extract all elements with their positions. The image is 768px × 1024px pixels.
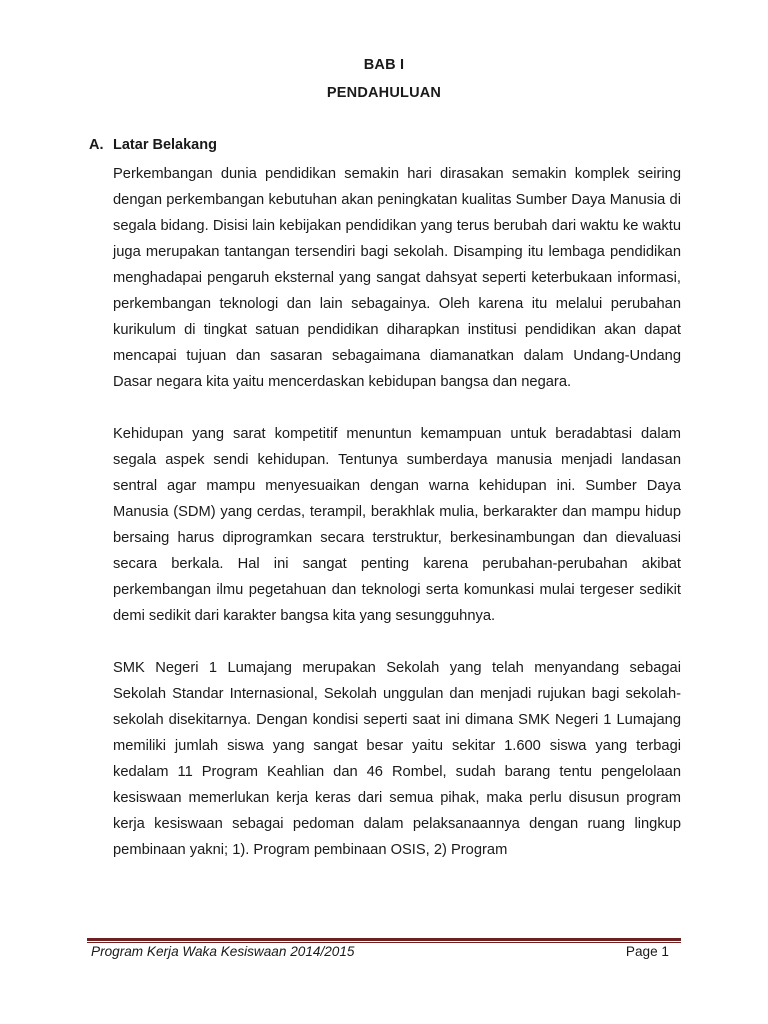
chapter-title: PENDAHULUAN: [326, 85, 442, 101]
paragraph-2: Kehidupan yang sarat kompetitif menuntun kemampuan untuk beradabtasi dalam segala aspek sendi kehidupan. Tentunya sumberdaya manusia menjadi landasan sentral agar mampu menyesuaikan dengan warna kehidupan ini. Sumber Daya Manusia (SDM) yang cerdas, terampil, berakhlak mulia, berkarakter dan mampu hidup bersaing harus diprogramkan secara terstruktur, berkesinambungan dan dievaluasi secara berkala. Hal ini sangat penting karena perubahan-perubahan akibat perkembangan ilmu pegetahuan dan teknologi serta komunkasi mulai tergeser sedikit demi sedikit dari karakter bangsa kita yang sesungguhnya.: [113, 426, 681, 624]
footer-rule-thin: [87, 942, 681, 943]
footer-document-title: Program Kerja Waka Kesiswaan 2014/2015: [91, 944, 355, 959]
chapter-label: BAB I: [363, 57, 405, 73]
paragraph-1: Perkembangan dunia pendidikan semakin hari dirasakan semakin komplek seiring dengan perkembangan kebutuhan akan peningkatan kualitas Sumber Daya Manusia di segala bidang. Disisi lain kebijakan pendidikan yang terus berubah dari waktu ke waktu juga merupakan tantangan tersendiri bagi sekolah. Disamping itu lembaga pendidikan menghadapai pengaruh eksternal yang sangat dahsyat seperti keterbukaan informasi, perkembangan teknologi dan lain sebagainya. Oleh karena itu melalui perubahan kurikulum di tingkat satuan pendidikan diharapkan institusi pendidikan akan dapat mencapai tujuan dan sasaran sebagaimana diamanatkan dalam Undang-Undang Dasar negara kita yaitu mencerdaskan kebidupan bangsa dan negara.: [113, 166, 681, 390]
section-heading-text: Latar Belakang: [113, 137, 217, 153]
footer-page-number: Page 1: [625, 944, 669, 959]
footer-rule: [87, 938, 681, 941]
section-heading: [89, 137, 217, 153]
section-marker: A.: [89, 137, 104, 153]
paragraph-3: SMK Negeri 1 Lumajang merupakan Sekolah yang telah menyandang sebagai Sekolah Standar Internasional, Sekolah unggulan dan menjadi rujukan bagi sekolah-sekolah disekitarnya. Dengan kondisi seperti saat ini dimana SMK Negeri 1 Lumajang memiliki jumlah siswa yang sangat besar yaitu sekitar 1.600 siswa yang terbagi kedalam 11 Program Keahlian dan 46 Rombel, sudah barang tentu pengelolaan kesiswaan memerlukan kerja keras dari semua pihak, maka perlu disusun program kerja kesiswaan sebagai pedoman dalam pelaksanaannya dengan ruang lingkup pembinaan yakni; 1). Program pembinaan OSIS, 2) Program: [113, 660, 681, 858]
body-content: [113, 161, 681, 863]
